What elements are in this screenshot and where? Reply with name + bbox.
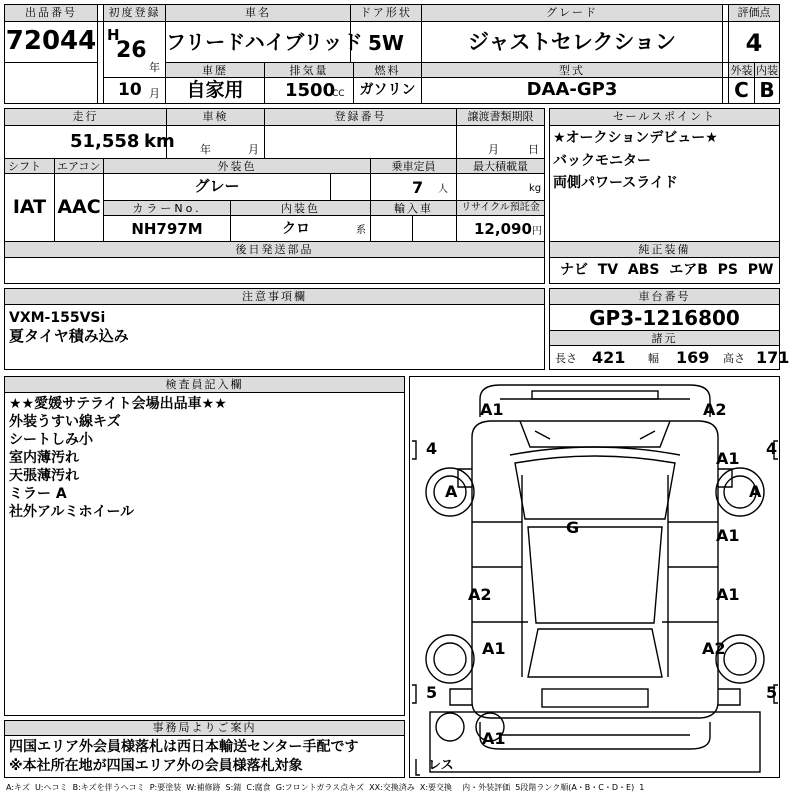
inspection-label: 車検 (202, 110, 229, 123)
office-line: 四国エリア外会員様落札は西日本輸送センター手配です (9, 739, 359, 755)
int-score-value: B (759, 78, 775, 102)
mark-front-right: A2 (703, 400, 727, 419)
inspector-line: 社外アルミホイール (9, 504, 135, 520)
displacement-unit: CC (332, 89, 345, 99)
tire-size-left-rear: 5 (426, 683, 438, 702)
int-score-label: 内装 (756, 64, 778, 77)
notes-line: VXM-155VSi (9, 310, 106, 326)
load-unit: kg (529, 183, 542, 194)
mark-right-rear-door: A1 (716, 585, 740, 604)
inspector-line: ★★愛媛サテライト会場出品車★★ (9, 396, 227, 412)
car-diagram (409, 376, 780, 778)
ac-label: エアコン (57, 160, 101, 173)
mark-right-front-tire: A (749, 482, 762, 501)
reg-year: 26 (116, 38, 147, 63)
reg-month: 10 (118, 80, 142, 100)
legend: A:キズ U:ヘコミ B:キズを伴うヘコミ P:要塗装 W:補修跡 S:錆 C:腐食 G:フロントガラス点キズ XX:交換済み X:要交換 内・外装評価 5段階ランク順(A・B・C・D・E) 1 (6, 783, 645, 792)
inspector-line: ミラー A (9, 486, 67, 502)
length-label: 長さ (555, 352, 577, 365)
notes-label: 注意事項欄 (242, 290, 307, 303)
reg-year-unit: 年 (149, 61, 160, 74)
history-value: 自家用 (186, 79, 244, 101)
mileage-label: 走行 (72, 110, 99, 123)
color-no-label: カラーNo. (132, 202, 202, 215)
width-label: 幅 (648, 352, 659, 365)
mark-right-mid: A1 (716, 526, 740, 545)
grade-value: ジャストセレクション (467, 30, 677, 54)
fuel-value: ガソリン (359, 82, 416, 98)
interior-color-label: 内装色 (281, 202, 320, 215)
shift-value: IAT (12, 196, 47, 218)
ext-score-value: C (734, 78, 749, 102)
later-parts-label: 後日発送部品 (235, 243, 314, 256)
type-label: 型式 (559, 64, 585, 77)
mark-left-rear-door: A2 (468, 585, 492, 604)
recycle-unit: 円 (532, 226, 542, 237)
score-label: 評価点 (737, 6, 771, 19)
capacity-value: 7 (412, 178, 424, 197)
recycle-value: 12,090 (474, 220, 532, 238)
import-label: 輸入車 (394, 202, 433, 215)
first-reg-label: 初度登録 (108, 6, 161, 19)
mark-right-rear-fender: A2 (702, 639, 726, 658)
mark-roof: G (566, 518, 580, 537)
color-no-value: NH797M (131, 220, 203, 238)
color-value: グレー (194, 177, 240, 195)
notes-line: 夏タイヤ積み込み (9, 327, 129, 345)
tire-size-left-front: 4 (426, 439, 438, 458)
sales-line: ★オークションデビュー★ (553, 130, 718, 146)
height-value: 171 (756, 348, 790, 367)
model-label: 車名 (245, 6, 271, 19)
inspector-line: 外装うすい線キズ (9, 414, 121, 430)
score-value: 4 (745, 29, 763, 57)
shift-label: シフト (8, 160, 41, 173)
length-value: 421 (592, 348, 626, 367)
dims-label: 諸元 (651, 332, 678, 345)
inspector-line: 室内薄汚れ (9, 450, 79, 466)
tire-size-right-front: 4 (766, 439, 778, 458)
registration-label: 登録番号 (334, 110, 387, 123)
history-label: 車歴 (202, 64, 228, 77)
mark-left-rear-fender: A1 (482, 639, 506, 658)
office-label: 事務局よりご案内 (152, 721, 257, 734)
chassis-value: GP3-1216800 (589, 306, 740, 330)
sales-label: セールスポイント (612, 110, 716, 123)
ac-value: AAC (57, 196, 101, 218)
lot-number: 72044 (5, 26, 97, 56)
inspector-label: 検査員記入欄 (165, 378, 244, 391)
office-line: ※本社所在地が四国エリア外の会員様落札対象 (9, 758, 303, 774)
mark-left-front-tire: A (445, 482, 458, 501)
inspection-year-unit: 年 (200, 143, 211, 156)
width-value: 169 (676, 348, 710, 367)
ext-score-label: 外装 (730, 64, 753, 77)
capacity-label: 乗車定員 (391, 160, 436, 173)
mileage-value: 51,558 (70, 131, 140, 152)
transfer-label: 譲渡書類期限 (467, 110, 534, 123)
sales-line: 両側パワースライド (553, 175, 678, 191)
inspector-line: 天張薄汚れ (9, 468, 79, 484)
equipment-value: ナビ TV ABS エアB PS PW (560, 262, 774, 278)
transfer-month-unit: 月 (488, 143, 499, 156)
inspection-month-unit: 月 (248, 143, 259, 156)
door-label: ドア形状 (360, 6, 412, 19)
door-value: 5W (368, 31, 404, 55)
inspector-line: シートしみ小 (9, 432, 93, 448)
lot-label: 出品番号 (25, 6, 77, 19)
color-label: 外装色 (217, 160, 257, 173)
reg-month-unit: 月 (149, 87, 160, 100)
type-value: DAA-GP3 (526, 79, 618, 100)
spare-tire-value: レス (428, 758, 454, 773)
grade-label: グレード (546, 6, 598, 19)
transfer-day-unit: 日 (528, 143, 539, 156)
interior-color-unit: 系 (356, 225, 366, 236)
era-letter: H (107, 26, 120, 44)
sales-line: バックモニター (553, 153, 651, 169)
mark-front-left: A1 (480, 400, 504, 419)
mark-right-front-door: A1 (716, 449, 740, 468)
displacement-value: 1500 (285, 80, 336, 101)
chassis-label: 車台番号 (638, 290, 691, 303)
recycle-label: リサイクル預託金 (461, 202, 540, 213)
capacity-unit: 人 (438, 184, 448, 195)
displacement-label: 排気量 (289, 64, 329, 77)
tire-size-right-rear: 5 (766, 683, 778, 702)
height-label: 高さ (723, 352, 745, 365)
mileage-unit: km (144, 131, 175, 152)
mark-rear-bumper: A1 (482, 729, 506, 748)
load-label: 最大積載量 (473, 160, 528, 173)
equipment-label: 純正装備 (638, 243, 691, 256)
fuel-label: 燃料 (374, 64, 401, 77)
model-name: フリードハイブリッド (166, 30, 363, 54)
interior-color-value: クロ (282, 221, 310, 237)
